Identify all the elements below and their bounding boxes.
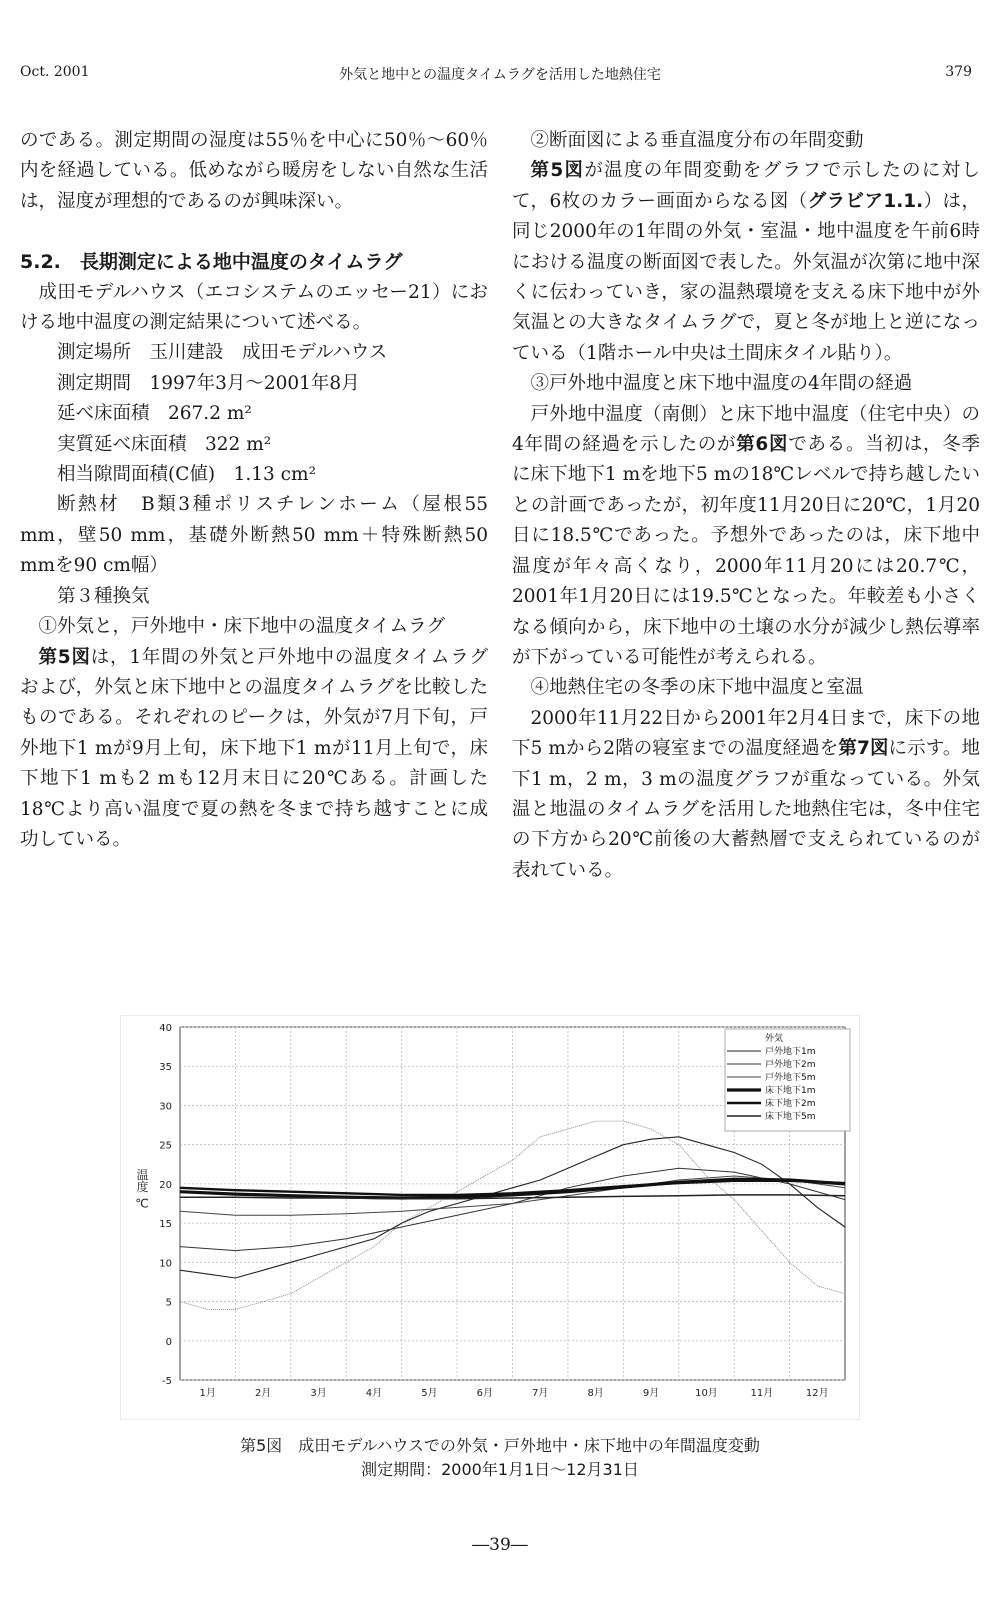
paragraph: 戸外地中温度（南側）と床下地中温度（住宅中央）の4年間の経過を示したのが第6図である。当初は，冬季に床下地下1 mを地下5 mの18℃レベルで持ち越したいとの計画であったが，初年度11月20日に20℃，1月20日に18.5℃であった。予想外であったのは，床下地中温度が年々高くなり，2000年11月20には20.7℃，2001年1月20日には19.5℃となった。年較差も小さくなる傾向から，床下地中の土壌の水分が減少し熱伝導率が下がっている可能性が考えられる。 bbox=[512, 403, 980, 668]
spec-period: 測定期間 1997年3月～2001年8月 bbox=[57, 372, 360, 394]
journal-date: Oct. 2001 bbox=[20, 64, 90, 80]
spec-actual-area: 実質延べ床面積 322 m² bbox=[57, 433, 272, 455]
spec-c-value: 相当隙間面積(C値) 1.13 cm² bbox=[57, 464, 316, 486]
page-number: ―39― bbox=[472, 1535, 528, 1555]
y-tick-label: 25 bbox=[159, 1140, 172, 1152]
y-tick-label: 40 bbox=[159, 1023, 172, 1034]
figure-reference: 第7図 bbox=[838, 738, 889, 760]
legend-label: 戸外地下2m bbox=[765, 1060, 816, 1070]
subheading: ②断面図による垂直温度分布の年間変動 bbox=[530, 130, 864, 151]
x-tick-label: 1月 bbox=[199, 1388, 216, 1399]
legend-label: 戸外地下1m bbox=[765, 1047, 816, 1057]
y-tick-label: 5 bbox=[165, 1297, 172, 1309]
paragraph: 成田モデルハウス（エコシステムのエッセー21）における地中温度の測定結果について述べる。 bbox=[20, 281, 488, 334]
right-column bbox=[512, 126, 980, 886]
spec-floor-area: 延べ床面積 267.2 m² bbox=[57, 403, 252, 425]
y-tick-label: 30 bbox=[159, 1101, 172, 1113]
legend-label: 床下地下5m bbox=[765, 1112, 816, 1122]
y-tick-label: 15 bbox=[159, 1219, 172, 1231]
y-tick-label: 0 bbox=[165, 1336, 172, 1348]
legend-label: 戸外地下5m bbox=[765, 1073, 816, 1083]
paragraph: のである。測定期間の湿度は55％を中心に50％～60％内を経過している。低めながら暖房をしない自然な生活は，湿度が理想的であるのが興味深い。 bbox=[20, 130, 488, 212]
figure-reference: グラビア1.1. bbox=[807, 190, 924, 212]
x-tick-label: 11月 bbox=[750, 1388, 774, 1399]
x-tick-label: 7月 bbox=[532, 1388, 549, 1399]
x-tick-label: 2月 bbox=[254, 1388, 272, 1399]
y-tick-label: 20 bbox=[159, 1179, 172, 1191]
figure-caption: 第5図 成田モデルハウスでの外気・戸外地中・床下地中の年間温度変動 bbox=[240, 1436, 760, 1455]
temperature-chart bbox=[120, 1015, 860, 1420]
legend-label: 外気 bbox=[765, 1034, 784, 1044]
subheading: ③戸外地中温度と床下地中温度の4年間の経過 bbox=[530, 373, 913, 395]
y-axis-label: 温度 ℃ bbox=[135, 1168, 149, 1211]
paragraph: 第5図が温度の年間変動をグラフで示したのに対して，6枚のカラー画面からなる図（グラビア1.1.）は，同じ2000年の1年間の外気・室温・地中温度を午前6時における温度の断面図で表した。外気温が次第に地中深くに伝わっていき，家の温熱環境を支える床下地中が外気温との大きなタイムラグで，夏と冬が地上と逆になっている（1階ホール中央は土間床タイル貼り）。 bbox=[512, 160, 981, 364]
paragraph: 第5図は，1年間の外気と戸外地中の温度タイムラグおよび，外気と床下地中との温度タイムラグを比較したものである。それぞれのピークは，外気が7月下旬，戸外地下1 mが9月上旬，床下地下1 mが11月上旬で，床下地下1 mも2 mも12月末日に20℃ある。計画した18℃より高い温度で夏の熱を冬まで持ち越すことに成功している。 bbox=[20, 646, 488, 850]
y-tick-label: 35 bbox=[159, 1062, 172, 1074]
legend-label: 床下地下2m bbox=[765, 1099, 816, 1109]
journal-page-number: 379 bbox=[945, 64, 972, 80]
x-tick-label: 5月 bbox=[421, 1388, 438, 1399]
subheading: ①外気と，戸外地中・床下地中の温度タイムラグ bbox=[38, 616, 446, 638]
paragraph: 2000年11月22日から2001年2月4日まで，床下の地下5 mから2階の寝室までの温度経過を第7図に示す。地下1 m，2 m，3 mの温度グラフが重なっている。外気温と地温のタイムラグを活用した地熱住宅は，冬中住宅の下方から20℃前後の大蓄熱層で支えられているのが表れている。 bbox=[512, 707, 980, 881]
legend-label: 床下地下1m bbox=[765, 1086, 816, 1096]
spec-place: 測定場所 玉川建設 成田モデルハウス bbox=[57, 342, 388, 364]
y-tick-label: 10 bbox=[159, 1258, 172, 1270]
figure-reference: 第5図 bbox=[38, 646, 91, 668]
subheading: ④地熱住宅の冬季の床下地中温度と室温 bbox=[530, 677, 864, 699]
y-tick-label: -5 bbox=[162, 1376, 172, 1387]
figure-reference: 第6図 bbox=[736, 434, 789, 456]
x-tick-label: 8月 bbox=[587, 1388, 604, 1399]
running-title: 外気と地中との温度タイムラグを活用した地熱住宅 bbox=[339, 67, 661, 83]
x-tick-label: 6月 bbox=[476, 1388, 493, 1399]
x-tick-label: 9月 bbox=[642, 1388, 660, 1399]
x-tick-label: 12月 bbox=[805, 1388, 829, 1399]
x-tick-label: 3月 bbox=[310, 1388, 327, 1399]
x-tick-label: 10月 bbox=[695, 1388, 718, 1399]
figure-reference: 第5図 bbox=[530, 160, 585, 182]
spec-insulation: 断熱材 B類3種ポリスチレンホーム（屋根55 mm，壁50 mm，基礎外断熱50 mm＋特殊断熱50 mmを90 cm幅） bbox=[20, 494, 488, 577]
left-column bbox=[20, 126, 488, 855]
spec-ventilation: 第３種換気 bbox=[57, 585, 150, 607]
x-tick-label: 4月 bbox=[365, 1388, 383, 1399]
figure-caption-period: 測定期間：2000年1月1日～12月31日 bbox=[361, 1460, 639, 1479]
section-heading: 5.2. 長期測定による地中温度のタイムラグ bbox=[20, 251, 403, 274]
